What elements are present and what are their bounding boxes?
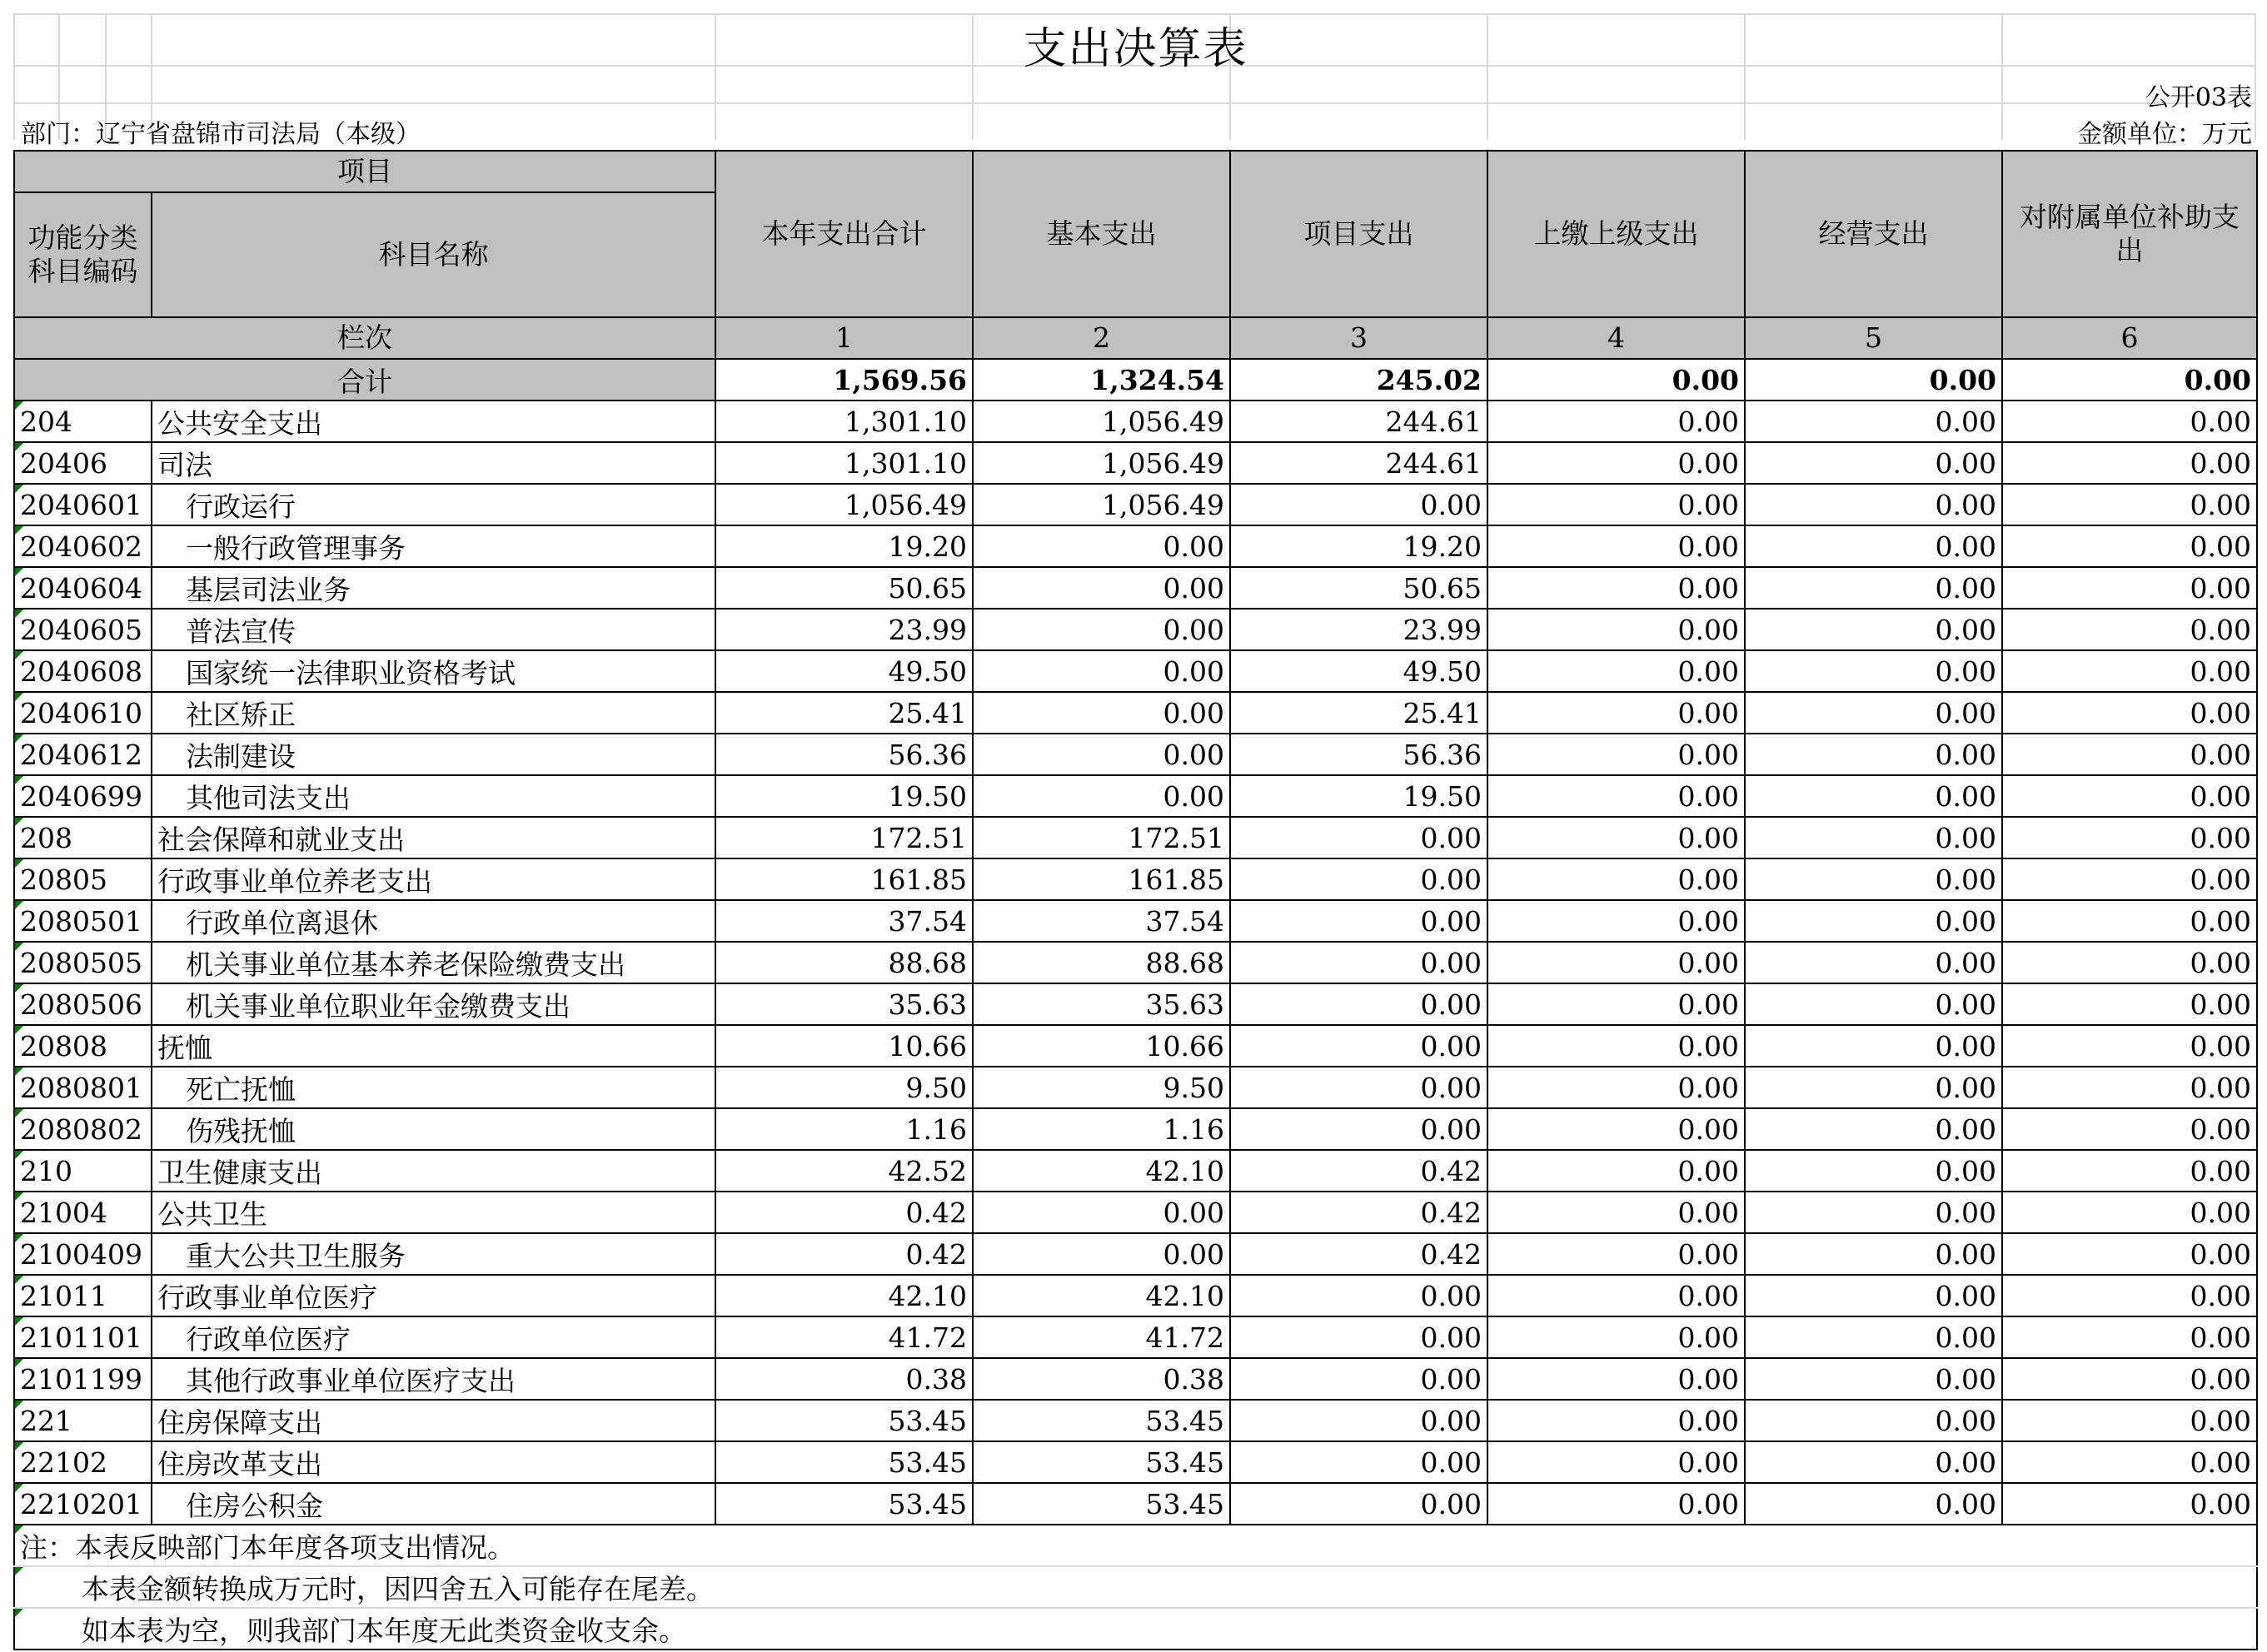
amount-cell: 0.00 [1230,1275,1487,1316]
amount-cell: 0.00 [973,525,1230,567]
amount-cell: 0.42 [1230,1233,1487,1275]
amount-cell: 53.45 [715,1441,973,1483]
table-row [14,817,2257,858]
subject-name-cell: 国家统一法律职业资格考试 [152,650,715,692]
amount-cell: 0.00 [1230,484,1487,525]
amount-cell: 0.00 [1745,1358,2002,1400]
subject-name-cell: 社区矫正 [152,692,715,734]
amount-cell: 0.00 [2002,734,2257,775]
amount-cell: 0.00 [1745,1150,2002,1192]
amount-cell: 0.00 [1745,1025,2002,1067]
amount-cell: 0.00 [2002,817,2257,858]
amount-cell: 0.00 [2002,401,2257,442]
code-cell: 2040608 [14,650,152,692]
amount-cell: 0.00 [1745,1400,2002,1441]
amount-cell: 0.00 [1487,942,1745,983]
header-total: 本年支出合计 [715,151,973,317]
amount-cell: 0.00 [1745,1275,2002,1316]
code-cell: 22102 [14,1441,152,1483]
amount-cell: 0.00 [1230,1358,1487,1400]
amount-cell: 0.00 [1487,1108,1745,1150]
amount-cell: 172.51 [973,817,1230,858]
code-cell: 2101199 [14,1358,152,1400]
header-col-num: 1 [715,317,973,359]
amount-cell: 37.54 [715,900,973,942]
subject-name-cell: 普法宣传 [152,609,715,650]
header-col-num: 4 [1487,317,1745,359]
header-superior: 上缴上级支出 [1487,151,1745,317]
amount-cell: 42.52 [715,1150,973,1192]
amount-cell: 0.00 [2002,1316,2257,1358]
total-label: 合计 [14,359,715,401]
code-cell: 2040602 [14,525,152,567]
table-row [14,401,2257,442]
amount-cell: 0.00 [2002,1192,2257,1233]
amount-cell: 53.45 [715,1483,973,1525]
subject-name-cell: 住房保障支出 [152,1400,715,1441]
table-row [14,609,2257,650]
amount-cell: 0.00 [1230,1067,1487,1108]
amount-cell: 0.00 [1487,1150,1745,1192]
amount-cell: 88.68 [715,942,973,983]
code-cell: 20808 [14,1025,152,1067]
amount-cell: 0.00 [1745,1441,2002,1483]
amount-cell: 0.00 [2002,692,2257,734]
amount-cell: 1.16 [973,1108,1230,1150]
amount-cell: 0.00 [1487,1275,1745,1316]
amount-cell: 42.10 [973,1150,1230,1192]
total-value: 245.02 [1230,359,1487,401]
header-code: 功能分类科目编码 [14,192,152,317]
code-cell: 2040610 [14,692,152,734]
amount-cell: 0.42 [715,1192,973,1233]
amount-cell: 49.50 [1230,650,1487,692]
amount-cell: 53.45 [973,1483,1230,1525]
amount-cell: 172.51 [715,817,973,858]
amount-cell: 0.00 [1745,900,2002,942]
amount-cell: 0.00 [1230,858,1487,900]
header-item: 项目 [14,151,715,192]
amount-cell: 0.00 [2002,1358,2257,1400]
table-row [14,1192,2257,1233]
amount-cell: 0.00 [1745,775,2002,817]
table-row [14,1275,2257,1316]
amount-cell: 0.00 [1745,858,2002,900]
header-project: 项目支出 [1230,151,1487,317]
code-cell: 2040612 [14,734,152,775]
table-row [14,775,2257,817]
amount-cell: 0.00 [1487,650,1745,692]
amount-cell: 25.41 [1230,692,1487,734]
amount-cell: 19.20 [715,525,973,567]
amount-cell: 0.00 [2002,650,2257,692]
subject-name-cell: 社会保障和就业支出 [152,817,715,858]
amount-cell: 0.00 [2002,525,2257,567]
amount-cell: 0.00 [1745,442,2002,484]
table-row [14,1233,2257,1275]
subject-name-cell: 抚恤 [152,1025,715,1067]
code-cell: 2080506 [14,983,152,1025]
amount-cell: 50.65 [715,567,973,609]
amount-cell: 0.00 [1230,1316,1487,1358]
amount-cell: 1,301.10 [715,442,973,484]
amount-cell: 0.00 [1745,401,2002,442]
amount-cell: 0.00 [973,1192,1230,1233]
table-row [14,1150,2257,1192]
amount-cell: 0.00 [1487,401,1745,442]
header-operation: 经营支出 [1745,151,2002,317]
table-row [14,942,2257,983]
subject-name-cell: 重大公共卫生服务 [152,1233,715,1275]
total-value: 0.00 [1487,359,1745,401]
amount-cell: 0.00 [1487,567,1745,609]
subject-name-cell: 行政单位医疗 [152,1316,715,1358]
page-title: 支出决算表 [1023,24,1248,74]
amount-cell: 0.00 [1230,1441,1487,1483]
header-col-num: 2 [973,317,1230,359]
table-header [14,151,2257,359]
code-cell: 2210201 [14,1483,152,1525]
table-row [14,1483,2257,1525]
amount-cell: 244.61 [1230,442,1487,484]
amount-cell: 0.00 [1745,1108,2002,1150]
subject-name-cell: 机关事业单位基本养老保险缴费支出 [152,942,715,983]
code-cell: 2101101 [14,1316,152,1358]
amount-cell: 0.00 [1487,484,1745,525]
amount-cell: 10.66 [715,1025,973,1067]
table-row [14,525,2257,567]
amount-cell: 0.00 [1230,817,1487,858]
amount-cell: 0.38 [973,1358,1230,1400]
amount-cell: 244.61 [1230,401,1487,442]
amount-cell: 19.20 [1230,525,1487,567]
amount-cell: 53.45 [973,1400,1230,1441]
note-line: 注：本表反映部门本年度各项支出情况。 [14,1525,2257,1566]
code-cell: 2040601 [14,484,152,525]
amount-cell: 0.00 [973,775,1230,817]
amount-cell: 161.85 [973,858,1230,900]
code-cell: 2040605 [14,609,152,650]
amount-cell: 0.00 [1487,525,1745,567]
amount-cell: 1,301.10 [715,401,973,442]
code-cell: 204 [14,401,152,442]
subject-name-cell: 伤残抚恤 [152,1108,715,1150]
amount-cell: 0.00 [2002,1108,2257,1150]
amount-cell: 0.00 [1487,858,1745,900]
amount-cell: 0.00 [2002,442,2257,484]
amount-cell: 0.00 [1745,1483,2002,1525]
amount-cell: 56.36 [1230,734,1487,775]
header-col-num: 5 [1745,317,2002,359]
amount-cell: 0.00 [1230,1108,1487,1150]
spreadsheet [13,13,2256,1647]
code-cell: 2080505 [14,942,152,983]
amount-cell: 0.00 [973,692,1230,734]
amount-cell: 0.00 [1745,484,2002,525]
subject-name-cell: 行政事业单位医疗 [152,1275,715,1316]
amount-cell: 10.66 [973,1025,1230,1067]
subject-name-cell: 公共卫生 [152,1192,715,1233]
amount-cell: 0.00 [1745,525,2002,567]
subject-name-cell: 行政单位离退休 [152,900,715,942]
amount-cell: 0.00 [1487,900,1745,942]
subject-name-cell: 行政事业单位养老支出 [152,858,715,900]
amount-cell: 0.00 [2002,858,2257,900]
table-row [14,692,2257,734]
amount-cell: 56.36 [715,734,973,775]
amount-cell: 0.00 [973,609,1230,650]
amount-cell: 0.00 [1230,1400,1487,1441]
amount-cell: 35.63 [973,983,1230,1025]
total-value: 1,569.56 [715,359,973,401]
table-row [14,650,2257,692]
amount-cell: 0.00 [1230,1025,1487,1067]
amount-cell: 0.00 [2002,1067,2257,1108]
amount-cell: 49.50 [715,650,973,692]
header-column-label: 栏次 [14,317,715,359]
amount-cell: 0.00 [1487,775,1745,817]
code-cell: 2040699 [14,775,152,817]
amount-cell: 0.00 [1745,1192,2002,1233]
amount-cell: 0.00 [2002,1400,2257,1441]
amount-cell: 0.00 [2002,775,2257,817]
note-line: 本表金额转换成万元时，因四舍五入可能存在尾差。 [14,1566,2257,1608]
amount-cell: 0.00 [1487,1400,1745,1441]
amount-cell: 0.00 [1487,1067,1745,1108]
amount-cell: 0.00 [1487,1192,1745,1233]
amount-cell: 0.42 [1230,1150,1487,1192]
header-col-num: 6 [2002,317,2257,359]
amount-cell: 35.63 [715,983,973,1025]
header-name: 科目名称 [152,192,715,317]
amount-cell: 0.00 [2002,1150,2257,1192]
amount-cell: 41.72 [715,1316,973,1358]
amount-cell: 0.00 [1487,1483,1745,1525]
amount-cell: 0.00 [2002,484,2257,525]
amount-cell: 0.00 [2002,1483,2257,1525]
total-value: 0.00 [1745,359,2002,401]
amount-cell: 23.99 [715,609,973,650]
table-row [14,1358,2257,1400]
subject-name-cell: 机关事业单位职业年金缴费支出 [152,983,715,1025]
amount-cell: 0.00 [2002,1275,2257,1316]
amount-cell: 0.00 [1745,942,2002,983]
code-cell: 2080501 [14,900,152,942]
subject-name-cell: 法制建设 [152,734,715,775]
subject-name-cell: 一般行政管理事务 [152,525,715,567]
table-row [14,1441,2257,1483]
amount-cell: 0.00 [2002,1025,2257,1067]
amount-cell: 0.00 [1487,692,1745,734]
subject-name-cell: 卫生健康支出 [152,1150,715,1192]
code-cell: 221 [14,1400,152,1441]
amount-cell: 0.00 [1745,983,2002,1025]
amount-cell: 19.50 [715,775,973,817]
amount-cell: 0.00 [1230,942,1487,983]
amount-cell: 0.00 [1230,900,1487,942]
amount-cell: 0.00 [1745,734,2002,775]
code-cell: 21011 [14,1275,152,1316]
amount-cell: 25.41 [715,692,973,734]
amount-cell: 0.42 [715,1233,973,1275]
amount-cell: 0.00 [1745,1316,2002,1358]
amount-cell: 50.65 [1230,567,1487,609]
amount-cell: 0.38 [715,1358,973,1400]
subject-name-cell: 住房公积金 [152,1483,715,1525]
amount-cell: 0.00 [1745,650,2002,692]
code-cell: 210 [14,1150,152,1192]
subject-name-cell: 死亡抚恤 [152,1067,715,1108]
code-cell: 208 [14,817,152,858]
code-cell: 2080801 [14,1067,152,1108]
amount-cell: 1,056.49 [973,401,1230,442]
total-row [14,359,2257,401]
code-cell: 20805 [14,858,152,900]
amount-cell: 0.00 [1745,692,2002,734]
amount-cell: 0.00 [1487,1316,1745,1358]
amount-cell: 0.00 [1487,442,1745,484]
amount-cell: 0.00 [1745,1233,2002,1275]
amount-cell: 37.54 [973,900,1230,942]
amount-cell: 41.72 [973,1316,1230,1358]
subject-name-cell: 公共安全支出 [152,401,715,442]
amount-cell: 42.10 [973,1275,1230,1316]
header-basic: 基本支出 [973,151,1230,317]
amount-cell: 0.00 [2002,567,2257,609]
table-row [14,1025,2257,1067]
amount-cell: 0.00 [1745,609,2002,650]
subject-name-cell: 其他司法支出 [152,775,715,817]
subject-name-cell: 司法 [152,442,715,484]
table-row [14,900,2257,942]
subject-name-cell: 其他行政事业单位医疗支出 [152,1358,715,1400]
amount-cell: 0.00 [973,734,1230,775]
total-value: 1,324.54 [973,359,1230,401]
amount-cell: 1,056.49 [715,484,973,525]
code-cell: 20406 [14,442,152,484]
amount-cell: 0.00 [1230,983,1487,1025]
amount-cell: 0.00 [2002,900,2257,942]
amount-cell: 0.00 [1487,1025,1745,1067]
table-number: 公开03表 [2145,82,2253,112]
amount-cell: 0.00 [1745,817,2002,858]
table-row [14,484,2257,525]
amount-cell: 9.50 [715,1067,973,1108]
code-cell: 2040604 [14,567,152,609]
amount-cell: 0.00 [973,650,1230,692]
amount-cell: 0.00 [1487,983,1745,1025]
table-row [14,734,2257,775]
department-label: 部门：辽宁省盘锦市司法局（本级） [21,120,421,149]
amount-cell: 0.00 [1487,609,1745,650]
amount-cell: 0.00 [2002,983,2257,1025]
amount-cell: 0.00 [2002,1441,2257,1483]
amount-cell: 1,056.49 [973,442,1230,484]
amount-cell: 1.16 [715,1108,973,1150]
header-subsidy: 对附属单位补助支出 [2002,151,2257,317]
expenditure-table [13,13,2258,1650]
table-row [14,858,2257,900]
subject-name-cell: 住房改革支出 [152,1441,715,1483]
amount-cell: 0.00 [1487,817,1745,858]
table-row [14,1316,2257,1358]
amount-cell: 0.00 [1230,1483,1487,1525]
subject-name-cell: 行政运行 [152,484,715,525]
amount-cell: 23.99 [1230,609,1487,650]
amount-cell: 0.00 [1487,1441,1745,1483]
amount-cell: 0.00 [1487,1233,1745,1275]
amount-cell: 0.00 [2002,942,2257,983]
amount-cell: 0.00 [1487,1358,1745,1400]
table-row [14,1108,2257,1150]
amount-cell: 42.10 [715,1275,973,1316]
amount-cell: 53.45 [973,1441,1230,1483]
amount-cell: 0.00 [1745,567,2002,609]
amount-cell: 0.00 [1745,1067,2002,1108]
amount-cell: 0.00 [973,1233,1230,1275]
amount-cell: 0.00 [973,567,1230,609]
amount-cell: 9.50 [973,1067,1230,1108]
amount-cell: 88.68 [973,942,1230,983]
total-value: 0.00 [2002,359,2257,401]
code-cell: 21004 [14,1192,152,1233]
amount-cell: 19.50 [1230,775,1487,817]
unit-label: 金额单位：万元 [2077,120,2253,149]
subject-name-cell: 基层司法业务 [152,567,715,609]
table-row [14,442,2257,484]
amount-cell: 0.00 [1487,734,1745,775]
table-row [14,1400,2257,1441]
table-row [14,983,2257,1025]
note-line: 如本表为空，则我部门本年度无此类资金收支余。 [14,1608,2257,1650]
table-row [14,567,2257,609]
amount-cell: 0.00 [2002,609,2257,650]
amount-cell: 161.85 [715,858,973,900]
amount-cell: 53.45 [715,1400,973,1441]
amount-cell: 0.42 [1230,1192,1487,1233]
code-cell: 2080802 [14,1108,152,1150]
code-cell: 2100409 [14,1233,152,1275]
table-row [14,1067,2257,1108]
amount-cell: 0.00 [2002,1233,2257,1275]
amount-cell: 1,056.49 [973,484,1230,525]
header-col-num: 3 [1230,317,1487,359]
